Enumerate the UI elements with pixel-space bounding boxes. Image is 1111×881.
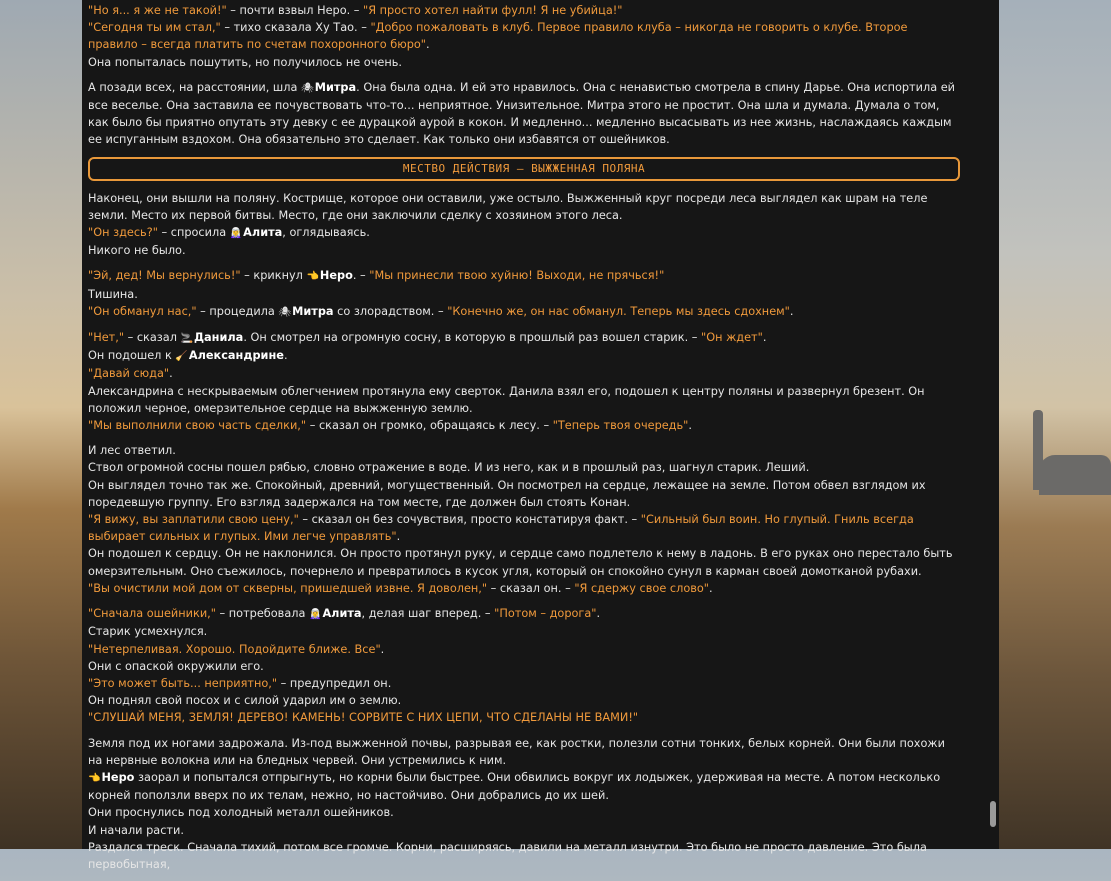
story-line bbox=[88, 580, 960, 597]
narration-text: Она попыталась пошутить, но получилось не очень. bbox=[88, 55, 402, 69]
dialogue-quote: "Вы очистили мой дом от скверны, пришедшей извне. Я доволен," bbox=[88, 581, 488, 595]
narration-text: . bbox=[169, 367, 173, 381]
narration-text: Он подошел к bbox=[88, 349, 176, 363]
narration-text: Никого не было. bbox=[88, 244, 186, 258]
narration-text: . Она была одна. И ей это нравилось. Она с ненавистью смотрела в спину Дарье. Она испортила ей все веселье. Она заставила ее почувствовать что-то... неприятное. Унизительное. Митра этого не простит. Она шла и думала. Думала о том, как было бы приятно опутать эту девку с ее дурацкой аурой в кокон. И медленно... медленно высасывать из нее жизнь, наслаждаясь каждым ее испуганным вздохом. Она обязательно это сделает. Как только они избавятся от ошейников. bbox=[88, 80, 956, 147]
narration-text: Они проснулись под холодный металл ошейников. bbox=[88, 806, 394, 820]
character-emoji-icon: 🧝‍♀️ bbox=[229, 228, 243, 240]
story-line bbox=[88, 2, 960, 19]
narration-text: – спросила bbox=[157, 226, 230, 240]
story-line bbox=[88, 804, 960, 821]
narration-text: . bbox=[789, 304, 794, 318]
story-paragraph bbox=[88, 735, 960, 874]
narration-text: – потребовала bbox=[215, 607, 309, 621]
story-line bbox=[88, 477, 960, 511]
story-line bbox=[88, 286, 960, 303]
message-content bbox=[88, 2, 960, 881]
narration-text: Наконец, они вышли на поляну. Кострище, которое они оставили, уже остыло. Выжженный круг посреди леса выглядел как шрам на теле земли. Место их первой битвы. Место, где они заключили сделку с хозяином этого леса. bbox=[88, 191, 928, 222]
dialogue-quote: "Конечно же, он нас обманул. Теперь мы здесь сдохнем" bbox=[447, 304, 790, 318]
dialogue-quote: "Я сдержу свое слово" bbox=[574, 581, 709, 595]
story-line bbox=[88, 365, 960, 382]
narration-text: Ствол огромной сосны пошел рябью, словно отражение в воде. И из него, как и в прошлый раз, шагнул старик. Леший. bbox=[88, 461, 810, 475]
story-paragraph bbox=[88, 329, 960, 434]
narration-text: . bbox=[596, 607, 601, 621]
story-line bbox=[88, 692, 960, 709]
dialogue-quote: "Потом – дорога" bbox=[494, 607, 597, 621]
character-emoji-icon: 🚬 bbox=[180, 333, 193, 345]
story-line bbox=[88, 190, 960, 224]
narration-text: Александрина с нескрываемым облегчением протянула ему сверток. Данила взял его, подошел к центру поляны и развернул брезент. Он положил черное, омерзительное сердце на выжженную землю. bbox=[88, 384, 925, 415]
character-name: Данила bbox=[194, 331, 244, 345]
narration-text: Они с опаской окружили его. bbox=[88, 659, 264, 673]
dialogue-quote: "Давай сюда" bbox=[88, 367, 170, 381]
story-line bbox=[88, 623, 960, 640]
dialogue-quote: "Теперь твоя очередь" bbox=[552, 419, 689, 433]
story-line bbox=[88, 417, 960, 434]
narration-text: Тишина. bbox=[88, 287, 138, 301]
narration-text: – сказал bbox=[124, 331, 181, 345]
dialogue-quote: "Я вижу, вы заплатили свою цену," bbox=[88, 513, 299, 527]
scrollbar[interactable] bbox=[988, 0, 996, 849]
dialogue-quote: "Нетерпеливая. Хорошо. Подойдите ближе. Все" bbox=[88, 642, 381, 656]
story-line bbox=[88, 267, 960, 285]
story-paragraph bbox=[88, 79, 960, 149]
narration-text: . Он смотрел на огромную сосну, в которую в прошлый раз вошел старик. – bbox=[243, 331, 702, 345]
dialogue-quote: "Эй, дед! Мы вернулись!" bbox=[88, 269, 241, 283]
dialogue-quote: "Но я... я же не такой!" bbox=[88, 4, 227, 17]
character-name: Неро bbox=[319, 269, 353, 283]
narration-text: . bbox=[688, 419, 692, 433]
narration-text: Земля под их ногами задрожала. Из-под выжженной почвы, разрывая ее, как ростки, полезли сотни тонких, белых корней. Они были похожи на нервные волокна или на бледных червей. Они устремились к ним. bbox=[88, 736, 945, 767]
narration-text: – предупредил он. bbox=[277, 676, 392, 690]
dialogue-quote: "Он обманул нас," bbox=[88, 304, 197, 318]
character-emoji-icon: 🧝‍♀️ bbox=[308, 609, 322, 621]
narration-text: . bbox=[426, 38, 430, 52]
story-line bbox=[88, 839, 960, 873]
story-line bbox=[88, 511, 960, 545]
narration-text: – крикнул bbox=[240, 269, 307, 283]
narration-text: Он подошел к сердцу. Он не наклонился. Он просто протянул руку, и сердце само подлетело к нему в ладонь. В его руках оно перестало быть омерзительным. Оно съежилось, почернело и превратилось в кусок угля, который он спокойно сунул в карман своей домотканой рубахи. bbox=[88, 547, 953, 578]
dialogue-quote: "Мы выполнили свою часть сделки," bbox=[88, 419, 307, 433]
story-line bbox=[88, 822, 960, 839]
narration-text: Он поднял свой посох и с силой ударил им о землю. bbox=[88, 694, 402, 708]
dialogue-quote: "Мы принесли твою хуйню! Выходи, не прячься!" bbox=[369, 269, 665, 283]
story-line bbox=[88, 347, 960, 365]
narration-text: А позади всех, на расстоянии, шла bbox=[88, 80, 302, 94]
dialogue-quote: "СЛУШАЙ МЕНЯ, ЗЕМЛЯ! ДЕРЕВО! КАМЕНЬ! СОРВИТЕ С НИХ ЦЕПИ, ЧТО СДЕЛАНЫ НЕ ВАМИ!" bbox=[88, 711, 639, 725]
story-line bbox=[88, 545, 960, 579]
narration-text: – сказал он громко, обращаясь к лесу. – bbox=[306, 419, 553, 433]
narration-text: , делая шаг вперед. – bbox=[361, 607, 495, 621]
background-right bbox=[999, 0, 1111, 849]
story-line bbox=[88, 442, 960, 459]
character-emoji-icon: 🕷 bbox=[301, 82, 314, 94]
dialogue-quote: "Сегодня ты им стал," bbox=[88, 21, 221, 35]
story-line bbox=[88, 769, 960, 804]
dialogue-quote: "Сильный был воин. Но глупый. Гниль всегда выбирает сильных и глупых. Ими легче управлять" bbox=[88, 513, 914, 544]
character-name: Неро bbox=[101, 770, 135, 784]
narration-text: . bbox=[380, 642, 385, 656]
story-line bbox=[88, 735, 960, 769]
story-line bbox=[88, 242, 960, 259]
narration-text: . bbox=[396, 530, 401, 544]
character-name: Митра bbox=[292, 304, 334, 318]
character-emoji-icon: 🧹 bbox=[175, 351, 188, 363]
story-line bbox=[88, 459, 960, 476]
story-line bbox=[88, 605, 960, 623]
narration-text: со злорадством. – bbox=[333, 304, 448, 318]
story-line bbox=[88, 641, 960, 658]
dialogue-quote: "Это может быть... неприятно," bbox=[88, 676, 278, 690]
story-paragraph bbox=[88, 605, 960, 726]
character-emoji-icon: 👈 bbox=[88, 772, 101, 784]
story-paragraph bbox=[88, 267, 960, 321]
character-name: Александрине bbox=[188, 349, 284, 363]
narration-text: – сказал он без сочувствия, просто констатируя факт. – bbox=[298, 513, 641, 527]
rock-formation bbox=[1039, 455, 1111, 495]
narration-text: И начали расти. bbox=[88, 823, 184, 837]
story-line bbox=[88, 383, 960, 417]
narration-text: – тихо сказала Ху Тао. – bbox=[220, 21, 371, 35]
dialogue-quote: "Сначала ошейники," bbox=[88, 607, 216, 621]
story-line bbox=[88, 54, 960, 71]
character-emoji-icon: 👈 bbox=[306, 271, 319, 283]
dialogue-quote: "Он здесь?" bbox=[88, 226, 158, 240]
dialogue-quote: "Нет," bbox=[88, 331, 125, 345]
dialogue-quote: "Добро пожаловать в клуб. Первое правило клуба – никогда не говорить о клубе. Второе правило – всегда платить по счетам похоронного бюро" bbox=[88, 21, 908, 52]
background-left bbox=[0, 0, 82, 849]
character-name: Алита bbox=[322, 607, 362, 621]
narration-text: – процедила bbox=[196, 304, 279, 318]
narration-text: , оглядываясь. bbox=[282, 226, 370, 240]
scene-banner: МЕСТВО ДЕЙСТВИЯ – ВЫЖЖЕННАЯ ПОЛЯНА bbox=[88, 157, 960, 181]
story-paragraph bbox=[88, 442, 960, 597]
narration-text: . bbox=[283, 349, 288, 363]
story-line bbox=[88, 329, 960, 347]
story-line bbox=[88, 658, 960, 675]
story-line bbox=[88, 675, 960, 692]
character-name: Алита bbox=[243, 226, 283, 240]
character-emoji-icon: 🕷 bbox=[278, 306, 292, 318]
narration-text: . bbox=[709, 581, 713, 595]
character-name: Митра bbox=[314, 80, 357, 94]
dialogue-quote: "Он ждет" bbox=[701, 331, 763, 345]
narration-text: Старик усмехнулся. bbox=[88, 625, 208, 639]
narration-text: Раздался треск. Сначала тихий, потом все громче. Корни, расширяясь, давили на металл изнутри. Это было не просто давление. Это была первобытная, bbox=[88, 840, 927, 871]
dialogue-quote: "Я просто хотел найти фулл! Я не убийца!" bbox=[363, 4, 623, 17]
narration-text: Он выглядел точно так же. Спокойный, древний, могущественный. Он посмотрел на сердце, лежащее на земле. Потом обвел взглядом их поредевшую группу. Его взгляд задержался на том месте, где должен был стоять Конан. bbox=[88, 478, 926, 509]
narration-text: . bbox=[762, 331, 767, 345]
story-line bbox=[88, 19, 960, 53]
story-line bbox=[88, 79, 960, 149]
narration-text: заорал и попытался отпрыгнуть, но корни были быстрее. Они обвились вокруг их лодыжек, удерживая на месте. А потом несколько корней поползли вверх по их телам, нежно, но настойчиво. Они добрались до их шей. bbox=[88, 770, 941, 803]
story-line bbox=[88, 224, 960, 242]
story-line bbox=[88, 303, 960, 321]
story-paragraph bbox=[88, 2, 960, 71]
chat-panel bbox=[82, 0, 999, 871]
scrollbar-thumb[interactable] bbox=[990, 801, 996, 827]
story-line bbox=[88, 709, 960, 726]
narration-text: – почти взвыл Неро. – bbox=[226, 4, 364, 17]
story-paragraph bbox=[88, 190, 960, 260]
narration-text: – сказал он. – bbox=[487, 581, 575, 595]
narration-text: И лес ответил. bbox=[88, 444, 176, 458]
narration-text: . – bbox=[352, 269, 370, 283]
